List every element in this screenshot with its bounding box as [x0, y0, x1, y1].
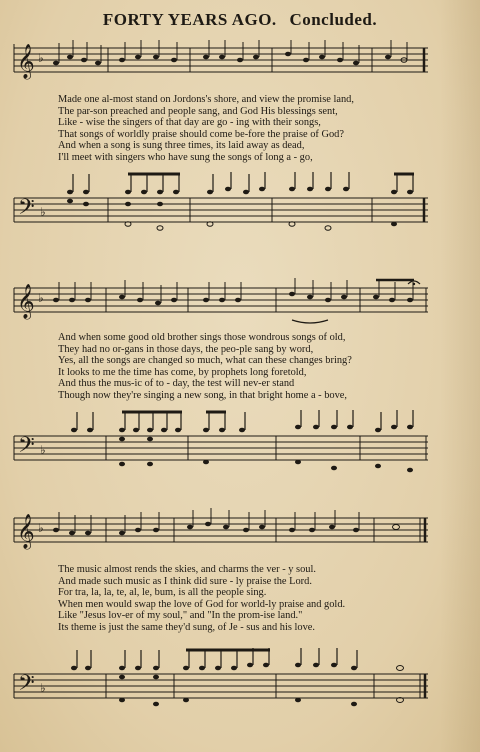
- svg-text:♭: ♭: [40, 681, 46, 695]
- lyric-line: Like - wise the singers of that day are go - ing with their songs,: [58, 117, 321, 129]
- svg-text:𝄢: 𝄢: [18, 433, 35, 463]
- svg-text:𝄞: 𝄞: [17, 514, 35, 549]
- svg-text:𝄢: 𝄢: [18, 195, 35, 225]
- lyric-line: Made one al-most stand on Jordons's shore, and view the promise land,: [58, 94, 354, 105]
- treble-staff-3: [10, 508, 430, 558]
- lyric-line: And thus the mus-ic of to - day, the test will nev-er stand: [58, 378, 295, 390]
- music-system-2: [10, 276, 430, 463]
- lyric-line: That songs of worldly praise should come be-fore the praise of God?: [58, 128, 344, 140]
- lyric-line: And made such music as I think did sure - ly praise the Lord.: [58, 575, 312, 587]
- lyric-line: The par-son preached and people sang, and God His blessings sent,: [58, 105, 338, 117]
- lyrics-block-3: [58, 564, 438, 634]
- lyrics-block-1: [58, 94, 438, 164]
- page-shadow: [440, 0, 480, 752]
- lyric-line: Its theme is just the same they'd sung, of Je - sus and his love.: [58, 621, 315, 633]
- title-sub: Concluded.: [289, 10, 378, 29]
- lyric-line: And when some good old brother sings those wondrous songs of old,: [58, 332, 346, 343]
- svg-text:♭: ♭: [40, 443, 46, 457]
- lyric-line: It looks to me the time has come, by prophets long foretold,: [58, 366, 307, 378]
- lyric-line: And when a song is sung three times, its laid away as dead,: [58, 140, 305, 152]
- svg-text:𝄢: 𝄢: [18, 671, 35, 701]
- treble-staff-1: [10, 40, 430, 84]
- lyric-line: Though now they're singing a new song, in that bright home a - bove,: [58, 389, 348, 401]
- lyrics-block-2: [58, 332, 438, 402]
- treble-staff-2: [10, 276, 430, 326]
- lyric-line: The music almost rends the skies, and charms the ver - y soul.: [58, 564, 316, 575]
- lyric-line: When men would swap the love of God for world-ly praise and gold.: [58, 598, 346, 610]
- svg-text:𝄞: 𝄞: [17, 284, 35, 319]
- lyric-line: Yes, all the songs are changed so much, what can these changes bring?: [58, 355, 352, 367]
- title-main: FORTY YEARS AGO.: [102, 10, 277, 29]
- bass-staff-3: [10, 628, 430, 724]
- lyric-line: I'll meet with singers who have sung the songs of long a - go,: [58, 151, 313, 163]
- svg-text:𝄞: 𝄞: [17, 44, 35, 79]
- page-title: [0, 10, 480, 30]
- svg-text:♭: ♭: [38, 51, 44, 65]
- bass-staff-1: [10, 152, 430, 248]
- bass-staff-2: [10, 400, 430, 496]
- lyric-line: They had no or-gans in those days, the peo-ple sang by word,: [58, 343, 314, 355]
- music-system-3: [10, 508, 430, 701]
- lyric-line: Like "Jesus lov-er of my soul," and "In the prom-ise land.": [58, 610, 303, 622]
- svg-text:♭: ♭: [38, 291, 44, 305]
- music-system-1: [10, 40, 430, 225]
- svg-text:♭: ♭: [40, 205, 46, 219]
- svg-text:♭: ♭: [38, 521, 44, 535]
- lyric-line: For tra, la, la, te, al, le, bum, is all the people sing.: [58, 587, 267, 599]
